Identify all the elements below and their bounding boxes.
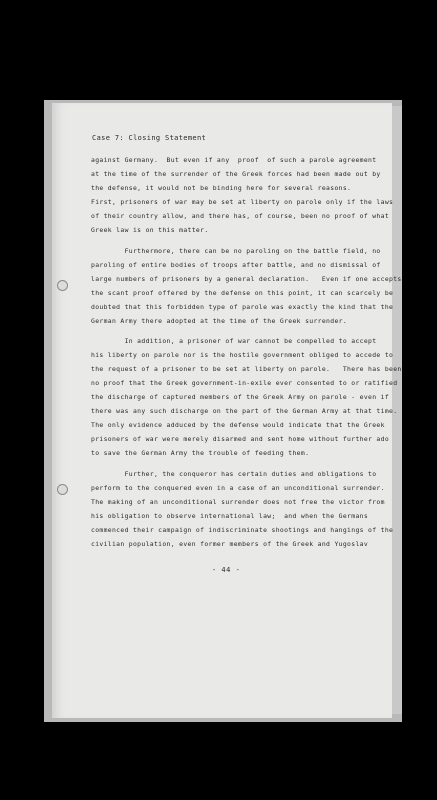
text-line: at the time of the surrender of the Greek forces had been made out by <box>91 170 381 178</box>
text-line: the request of a prisoner to be set at liberty on parole. There has been <box>91 365 402 373</box>
text-line: his liberty on parole nor is the hostile government obliged to accede to <box>91 351 394 359</box>
page-number: - 44 - <box>212 566 241 574</box>
text-line: The making of an unconditional surrender does not free the victor from <box>91 498 385 506</box>
text-line: against Germany. But even if any proof of such a parole agreement <box>91 156 377 164</box>
text-line: the discharge of captured members of the Greek Army on parole - even if <box>91 393 390 401</box>
text-line: doubted that this forbidden type of parole was exactly the kind that the <box>91 303 394 311</box>
text-line: perform to the conquered even in a case of an unconditional surrender. <box>91 484 385 492</box>
text-line: to save the German Army the trouble of feeding them. <box>91 449 310 457</box>
text-line: Furthermore, there can be no paroling on the battle field, no <box>91 247 381 255</box>
text-line: the defense, it would not be binding here for several reasons. <box>91 184 352 192</box>
document-header: Case 7: Closing Statement <box>92 134 207 142</box>
text-line: German Army there adopted at the time of the Greek surrender. <box>91 317 348 325</box>
text-line: paroling of entire bodies of troops after battle, and no dismissal of <box>91 261 381 269</box>
text-line: First, prisoners of war may be set at liberty on parole only if the laws <box>91 198 394 206</box>
text-line: commenced their campaign of indiscriminate shootings and hangings of the <box>91 526 394 534</box>
text-line: Greek law is on this matter. <box>91 226 209 234</box>
text-line: of their country allow, and there has, of course, been no proof of what <box>91 212 390 220</box>
text-line: the scant proof offered by the defense on this point, it can scarcely be <box>91 289 394 297</box>
text-line: no proof that the Greek government-in-exile ever consented to or ratified <box>91 379 398 387</box>
text-line: prisoners of war were merely disarmed and sent home without further ado <box>91 435 390 443</box>
text-line: The only evidence adduced by the defense would indicate that the Greek <box>91 421 385 429</box>
text-line: there was any such discharge on the part of the German Army at that time. <box>91 407 398 415</box>
text-line: In addition, a prisoner of war cannot be compelled to accept <box>91 337 377 345</box>
text-line: civilian population, even former members of the Greek and Yugoslav <box>91 540 369 548</box>
text-line: his obligation to observe international law; and when the Germans <box>91 512 369 520</box>
text-line: large numbers of prisoners by a general declaration. Even if one accepts <box>91 275 402 283</box>
text-line: Further, the conqueror has certain duties and obligations to <box>91 470 377 478</box>
